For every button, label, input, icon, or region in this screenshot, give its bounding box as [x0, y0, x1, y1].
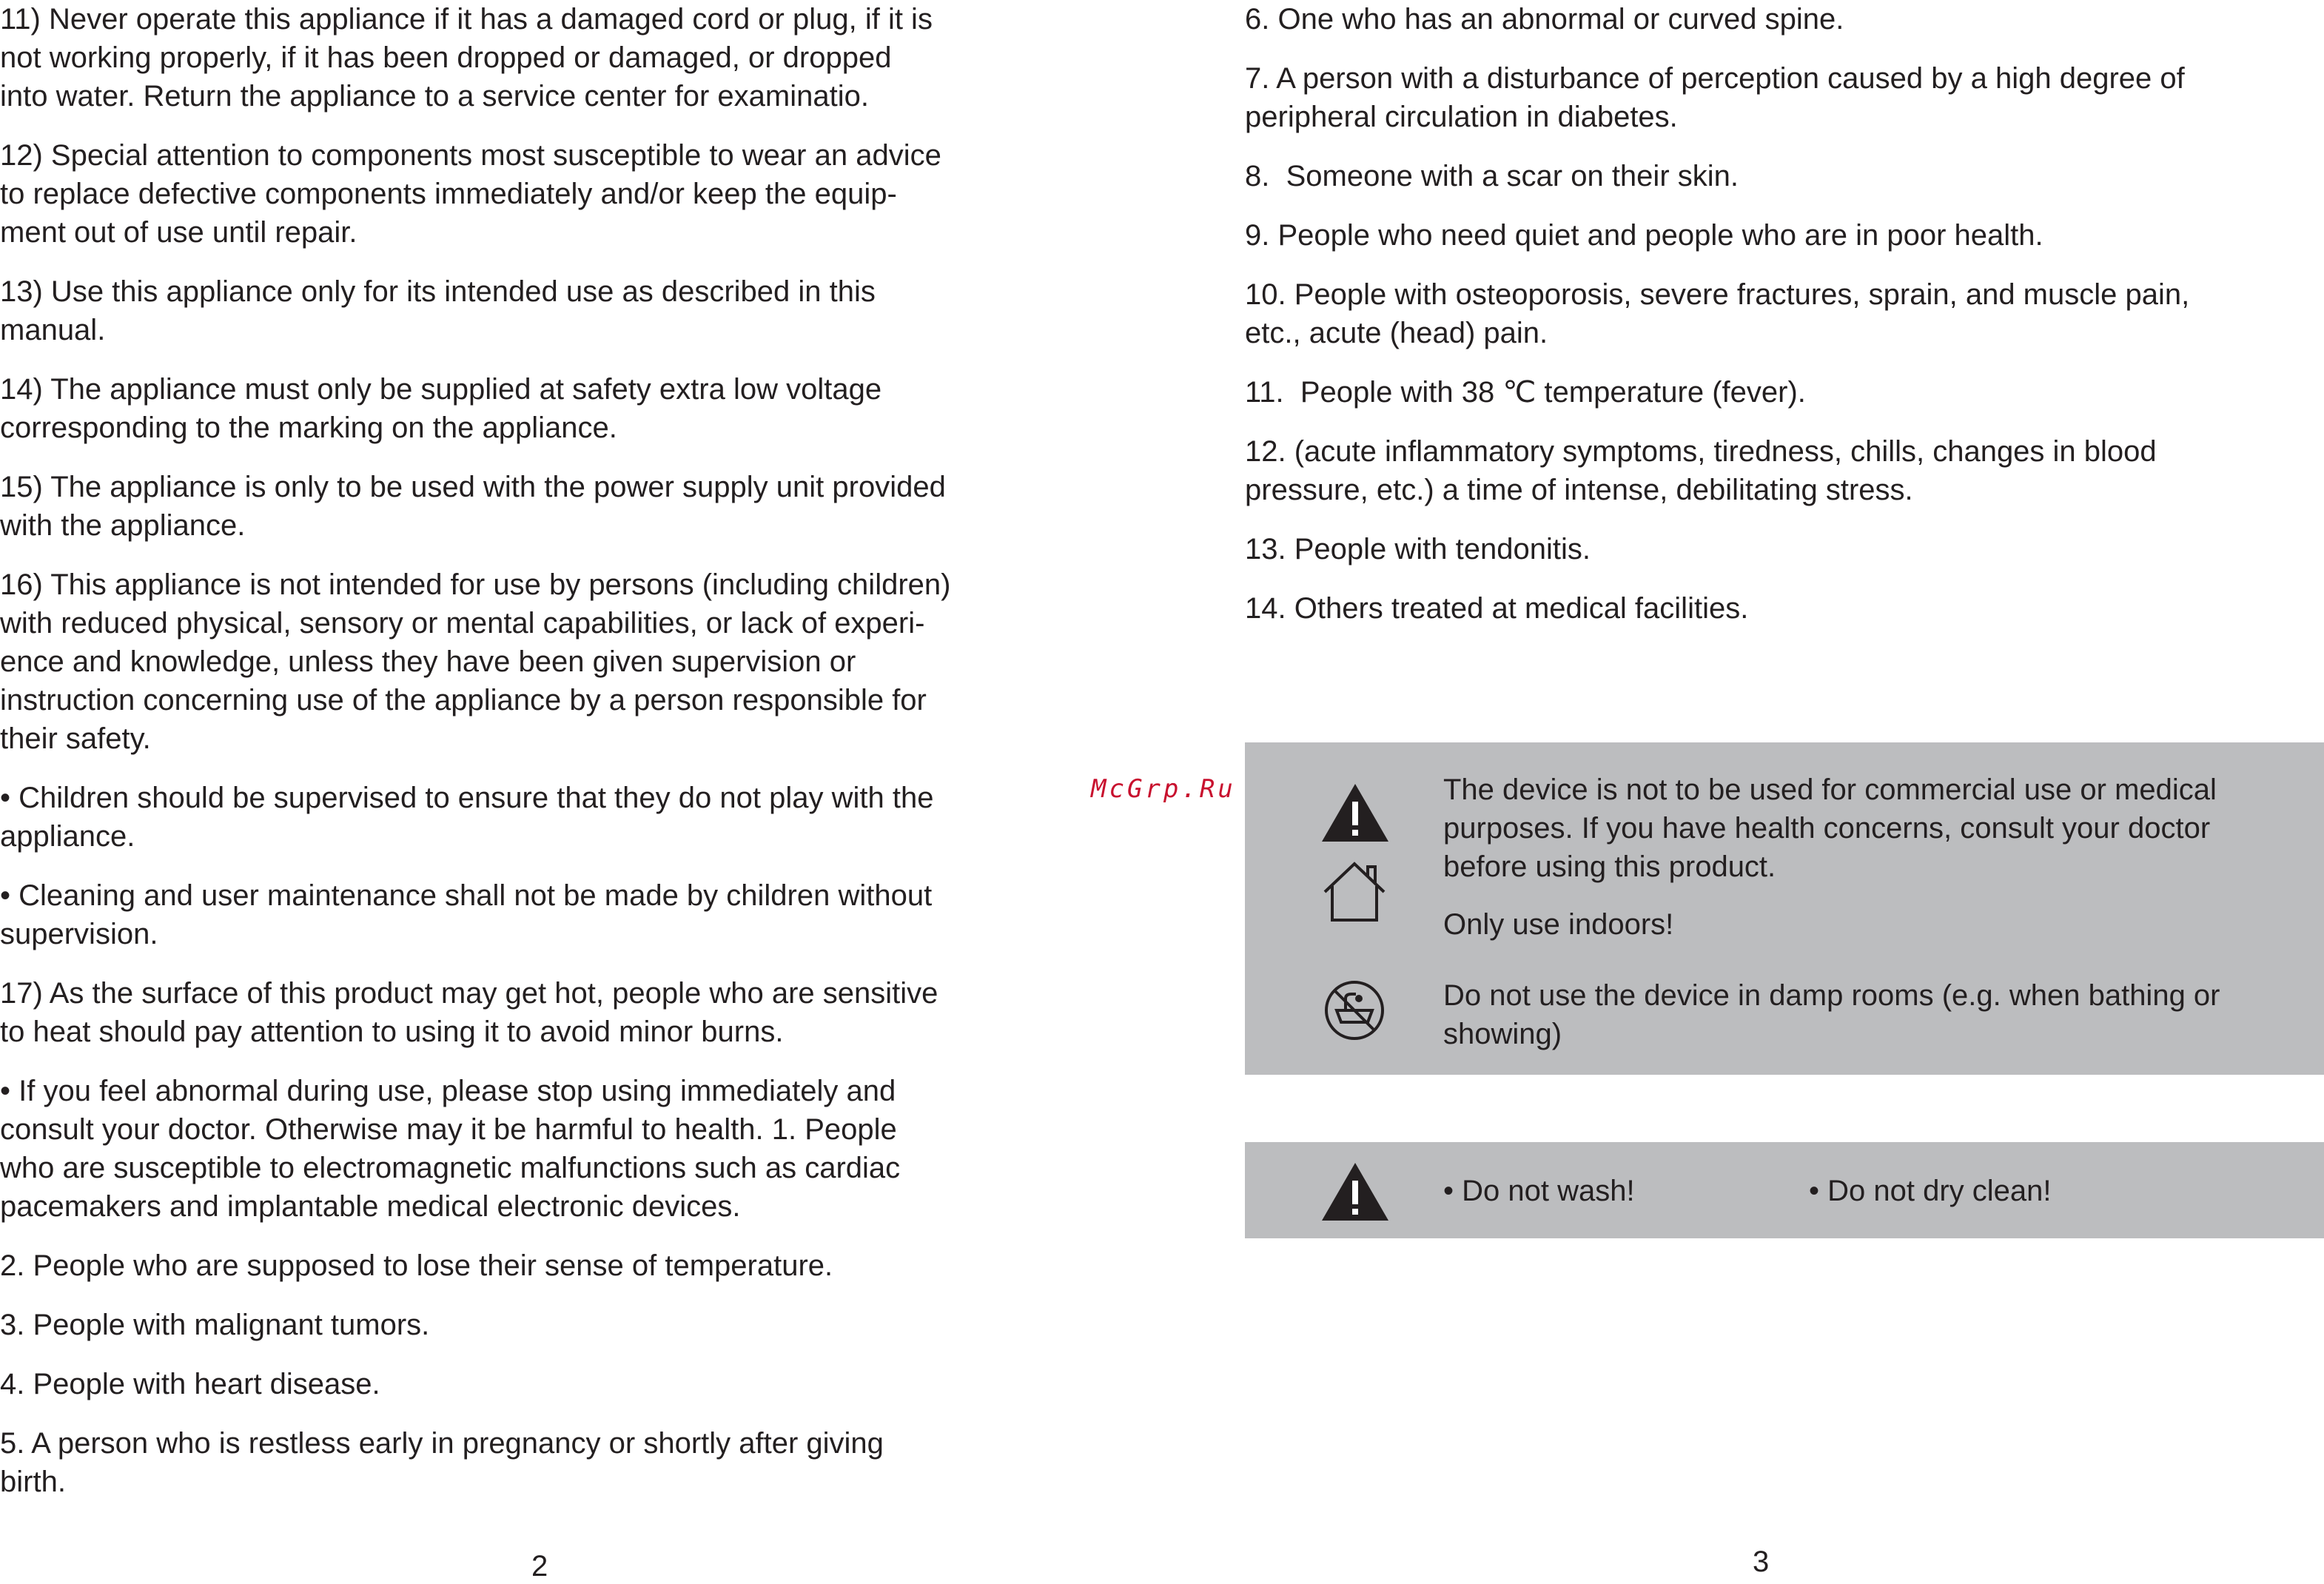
- page-number-left: 2: [531, 1550, 548, 1583]
- do-not-wash: • Do not wash!: [1443, 1175, 1635, 1207]
- do-not-dry-clean: • Do not dry clean!: [1809, 1175, 2052, 1207]
- watermark: McGrp.Ru: [1091, 774, 1236, 804]
- paragraph: 17) As the surface of this product may get hot, people who are sensitive to heat should pay attention to using it to avoid minor burns.: [0, 977, 938, 1048]
- paragraph: 8. Someone with a scar on their skin.: [1245, 160, 1739, 192]
- paragraph: 12. (acute inflammatory symptoms, tiredness, chills, changes in blood pressure, etc.) a time of intense, debilitating stress.: [1245, 435, 2157, 506]
- paragraph: 6. One who has an abnormal or curved spine.: [1245, 3, 1844, 36]
- warning-triangle-icon: [1320, 1161, 1390, 1222]
- paragraph: 14) The appliance must only be supplied at safety extra low voltage corresponding to the marking on the appliance.: [0, 373, 882, 444]
- paragraph: 13. People with tendonitis.: [1245, 533, 1591, 566]
- damp-rooms-warning: Do not use the device in damp rooms (e.g. when bathing or showing): [1443, 979, 2220, 1050]
- paragraph: 2. People who are supposed to lose their sense of temperature.: [0, 1249, 833, 1282]
- paragraph: 5. A person who is restless early in pregnancy or shortly after giving birth.: [0, 1427, 884, 1498]
- paragraph: • Cleaning and user maintenance shall not be made by children without supervision.: [0, 879, 933, 950]
- commercial-use-warning: The device is not to be used for commercial use or medical purposes. If you have health concerns, consult your doctor before using this product.: [1443, 773, 2217, 883]
- no-bath-icon: [1323, 979, 1386, 1041]
- paragraph: 16) This appliance is not intended for use by persons (including children) with reduced physical, sensory or mental capabilities, or lack of experi- ence and knowledge, unless they have been given supervision or instruction concerning use of the appliance by a person responsible for their safety.: [0, 568, 951, 755]
- paragraph: 9. People who need quiet and people who are in poor health.: [1245, 219, 2043, 252]
- paragraph: 11) Never operate this appliance if it has a damaged cord or plug, if it is not working properly, if it has been dropped or damaged, or dropped into water. Return the appliance to a service center for examinatio.: [0, 3, 933, 113]
- paragraph: 13) Use this appliance only for its intended use as described in this manual.: [0, 275, 876, 346]
- paragraph: • If you feel abnormal during use, please stop using immediately and consult your doctor. Otherwise may it be harmful to health. 1. People who are susceptible to electromagnetic malfunctions such as cardiac pacemakers and implantable medical electronic devices.: [0, 1075, 901, 1223]
- paragraph: 12) Special attention to components most susceptible to wear an advice to replace defective components immediately and/or keep the equip- ment out of use until repair.: [0, 139, 941, 249]
- paragraph: 15) The appliance is only to be used with the power supply unit provided with the appliance.: [0, 471, 946, 542]
- paragraph: 4. People with heart disease.: [0, 1368, 380, 1400]
- page-number-right: 3: [1753, 1546, 1770, 1578]
- paragraph: • Children should be supervised to ensure that they do not play with the appliance.: [0, 782, 934, 853]
- indoors-warning: Only use indoors!: [1443, 908, 1674, 941]
- paragraph: 10. People with osteoporosis, severe fractures, sprain, and muscle pain, etc., acute (head) pain.: [1245, 278, 2190, 349]
- right-column: [1245, 0, 2324, 648]
- paragraph: 7. A person with a disturbance of perception caused by a high degree of peripheral circulation in diabetes.: [1245, 62, 2185, 133]
- warning-box-usage: [1245, 742, 2324, 1075]
- house-icon: [1322, 861, 1387, 923]
- left-column: [0, 0, 984, 1522]
- paragraph: 11. People with 38 ℃ temperature (fever).: [1245, 376, 1806, 409]
- warning-box-care: [1245, 1142, 2324, 1238]
- warning-triangle-icon: [1320, 782, 1390, 843]
- paragraph: 14. Others treated at medical facilities.: [1245, 592, 1749, 625]
- paragraph: 3. People with malignant tumors.: [0, 1309, 430, 1341]
